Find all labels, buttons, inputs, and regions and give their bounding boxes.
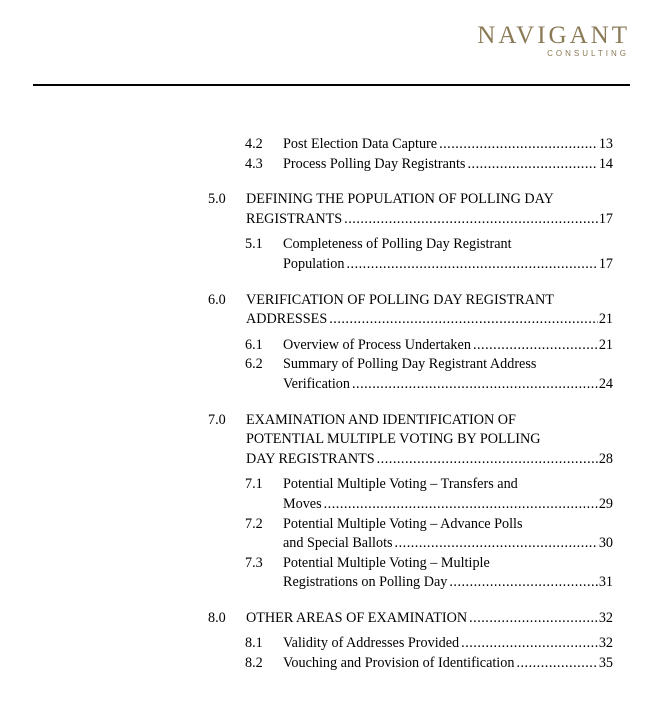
- toc-page-number: 14: [598, 155, 613, 172]
- dot-leader: [473, 336, 598, 356]
- toc-entry-7-1[interactable]: [208, 475, 613, 514]
- dot-leader: [346, 255, 597, 275]
- toc-leader-row: [283, 155, 613, 175]
- dot-leader: [467, 155, 597, 175]
- dot-leader: [516, 654, 597, 674]
- toc-number: 7.3: [245, 554, 263, 571]
- toc-title-line: Population: [283, 255, 345, 272]
- toc-entry-6-1[interactable]: [208, 336, 613, 356]
- toc-page-number: 32: [598, 609, 613, 626]
- toc-title-line: Potential Multiple Voting – Multiple: [283, 554, 490, 571]
- toc-title-line: Overview of Process Undertaken: [283, 336, 471, 353]
- dot-leader: [395, 534, 598, 554]
- toc-page-number: 13: [598, 136, 613, 152]
- toc-title-line: Process Polling Day Registrants: [283, 155, 466, 172]
- toc-number: 5.1: [245, 236, 263, 253]
- toc-number: 6.1: [245, 336, 263, 353]
- dot-leader: [449, 573, 597, 593]
- toc-page-number: 24: [598, 375, 613, 392]
- dot-leader: [329, 310, 598, 330]
- toc-entry-7-3[interactable]: [208, 554, 613, 593]
- toc-title-line: VERIFICATION OF POLLING DAY REGISTRANT: [246, 291, 554, 308]
- toc-number: 4.3: [245, 155, 263, 172]
- toc-page-number: 21: [598, 336, 613, 353]
- toc-leader-row: [283, 375, 613, 395]
- toc-title-line: Moves: [283, 495, 322, 512]
- logo-tagline: CONSULTING: [547, 49, 629, 58]
- toc-title-line: POTENTIAL MULTIPLE VOTING BY POLLING: [246, 431, 541, 448]
- toc-number: 5.0: [208, 191, 226, 208]
- toc-number: 8.1: [245, 635, 263, 652]
- toc-entry-5-0[interactable]: [208, 190, 613, 229]
- toc-entry-4-3[interactable]: [208, 155, 613, 175]
- toc-title-line: EXAMINATION AND IDENTIFICATION OF: [246, 411, 516, 428]
- toc-number: 7.1: [245, 476, 263, 493]
- toc-page-number: 29: [598, 495, 613, 512]
- toc-title-line: Potential Multiple Voting – Advance Polls: [283, 515, 523, 532]
- toc-entry-8-1[interactable]: [208, 634, 613, 654]
- toc-title-line: Summary of Polling Day Registrant Address: [283, 356, 537, 373]
- toc-leader-row: [246, 210, 613, 230]
- toc-number: 6.0: [208, 291, 226, 308]
- toc-title-line: Potential Multiple Voting – Transfers and: [283, 476, 518, 493]
- dot-leader: [344, 210, 598, 230]
- toc-leader-row: [283, 135, 613, 155]
- toc-leader-row: [246, 310, 613, 330]
- toc-page-number: 35: [598, 655, 613, 672]
- logo-wordmark: NAVIGANT: [477, 22, 630, 49]
- toc-number: 7.2: [245, 515, 263, 532]
- toc-number: 7.0: [208, 411, 226, 428]
- toc-title-line: Completeness of Polling Day Registrant: [283, 236, 512, 253]
- toc-page-number: 30: [598, 535, 613, 552]
- dot-leader: [352, 375, 598, 395]
- toc-title-line: DAY REGISTRANTS: [246, 450, 375, 467]
- toc-title-line: ADDRESSES: [246, 311, 328, 328]
- toc-entry-8-2[interactable]: [208, 654, 613, 674]
- toc-title-line: Registrations on Polling Day: [283, 574, 448, 591]
- toc-leader-row: [283, 634, 613, 654]
- toc-page-number: 31: [598, 574, 613, 591]
- dot-leader: [324, 495, 598, 515]
- toc-page-number: 21: [598, 311, 613, 328]
- toc-leader-row: [246, 450, 613, 470]
- toc-number: 8.0: [208, 609, 226, 626]
- toc-entry-4-2[interactable]: [208, 135, 613, 155]
- toc-leader-row: [283, 255, 613, 275]
- toc-page-number: 17: [598, 210, 613, 227]
- toc-entry-8-0[interactable]: [208, 609, 613, 629]
- toc-title-line: and Special Ballots: [283, 535, 393, 552]
- header-divider: [33, 84, 630, 86]
- toc-leader-row: [283, 654, 613, 674]
- toc-page-number: 17: [598, 255, 613, 272]
- toc-number: 8.2: [245, 655, 263, 672]
- toc-title-line: DEFINING THE POPULATION OF POLLING DAY: [246, 191, 554, 208]
- toc-leader-row: [283, 573, 613, 593]
- dot-leader: [377, 450, 598, 470]
- toc-entry-6-2[interactable]: [208, 355, 613, 394]
- toc-entry-6-0[interactable]: [208, 291, 613, 330]
- dot-leader: [469, 609, 598, 629]
- toc-entry-7-0[interactable]: [208, 411, 613, 470]
- toc-title-line: Validity of Addresses Provided: [283, 635, 460, 652]
- dot-leader: [461, 634, 598, 654]
- toc-entry-7-2[interactable]: [208, 515, 613, 554]
- toc-title-line: OTHER AREAS OF EXAMINATION: [246, 609, 468, 626]
- toc-number: 6.2: [245, 356, 263, 373]
- toc-entry-5-1[interactable]: [208, 235, 613, 274]
- toc-title-line: Vouching and Provision of Identification: [283, 655, 515, 672]
- toc-page-number: 28: [598, 450, 613, 467]
- dot-leader: [439, 135, 598, 155]
- toc-title-line: Post Election Data Capture: [283, 136, 438, 152]
- toc-number: 4.2: [245, 136, 263, 152]
- toc-leader-row: [283, 336, 613, 356]
- toc-leader-row: [283, 495, 613, 515]
- toc-title-line: Verification: [283, 375, 350, 392]
- table-of-contents: [208, 135, 613, 674]
- toc-page-number: 32: [598, 635, 613, 652]
- toc-leader-row: [283, 534, 613, 554]
- toc-title-line: REGISTRANTS: [246, 210, 343, 227]
- toc-leader-row: [246, 609, 613, 629]
